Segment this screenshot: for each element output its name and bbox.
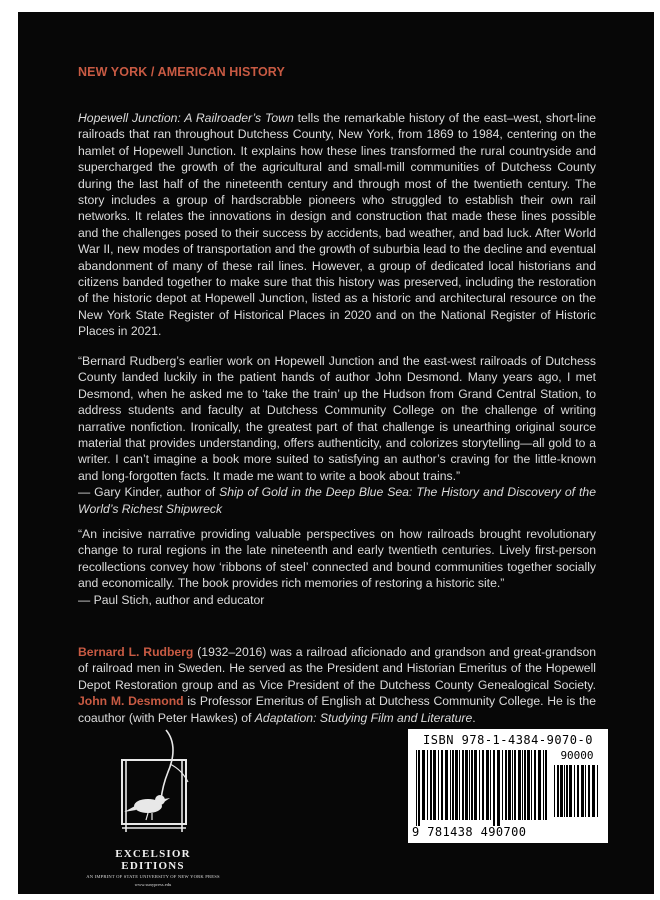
barcode-bar <box>502 750 503 820</box>
logo-line1: EXCELSIOR <box>115 848 191 860</box>
logo-imprint: AN IMPRINT OF STATE UNIVERSITY OF NEW YORK PRESS <box>86 874 220 879</box>
logo-wordmark <box>78 848 228 872</box>
barcode-bar <box>531 750 532 820</box>
barcode-bar <box>479 750 480 820</box>
barcode-bar <box>441 750 443 820</box>
barcode-bar <box>497 750 500 826</box>
barcode-bar <box>588 765 590 817</box>
barcode-bar <box>452 750 454 820</box>
barcode-bar <box>430 750 432 820</box>
barcode-bar <box>493 750 495 826</box>
barcode-bar <box>545 750 547 820</box>
barcode-bar <box>512 750 513 820</box>
attribution-prefix: — Gary Kinder, author of <box>78 485 220 500</box>
blurb-stich <box>78 526 596 608</box>
isbn-barcode <box>408 729 608 843</box>
isbn-text: ISBN 978-1-4384-9070-0 <box>423 733 593 747</box>
barcode-bar <box>459 750 460 820</box>
ean-barcode-bars <box>414 750 548 826</box>
author1-bio: (1932–2016) was a railroad aficionado and grandson and great-grandson of railroad men in Sweden. He served as the President and Historian Emeritus of the Hopewell Depot Restoration group and as Vice President of the Dutchess County Genealogical Society. <box>78 645 596 692</box>
barcode-bar <box>577 765 579 817</box>
barcode-bar <box>427 750 428 820</box>
book-title: Hopewell Junction: A Railroader’s Town <box>78 111 294 125</box>
back-cover <box>18 12 654 894</box>
barcode-bar <box>585 765 586 817</box>
barcode-bar <box>471 750 473 820</box>
barcode-bar <box>455 750 458 820</box>
barcode-bar <box>490 750 491 820</box>
barcode-bar <box>418 750 420 826</box>
barcode-bar <box>438 750 439 820</box>
barcode-bar <box>597 765 598 817</box>
barcode-bar <box>445 750 448 820</box>
barcode-bar <box>543 750 544 820</box>
barcode-bar <box>518 750 521 820</box>
blurb-stich-attribution: — Paul Stich, author and educator <box>78 592 265 607</box>
barcode-bar <box>508 750 511 820</box>
attribution-book: Ship of Gold in the Deep Blue Sea: The History and Discovery of the World’s Richest Shipwreck <box>78 485 596 516</box>
barcode-bar <box>433 750 436 820</box>
barcode-bar <box>564 765 565 817</box>
barcode-bar <box>581 765 584 817</box>
author-bios <box>78 644 596 726</box>
barcode-bar <box>592 765 595 817</box>
barcode-bar <box>557 765 559 817</box>
blurb-kinder <box>78 353 596 517</box>
coauthored-book: Adaptation: Studying Film and Literature <box>254 710 473 725</box>
barcode-bar <box>514 750 516 820</box>
blurb-stich-text: “An incisive narrative providing valuable perspectives on how railroads brought revolutionary change to rural regions in the late nineteenth and early twentieth centuries. Lively first-person recollections convey how ‘ribbons of steel’ connected and bound communities together socially and economically. The book provides rich memories of restoring a historic site.” <box>78 527 596 591</box>
logo-url: www.sunypress.edu <box>134 882 172 887</box>
barcode-bar <box>524 750 526 820</box>
publisher-logo <box>78 724 228 887</box>
author2-name: John M. Desmond <box>78 694 184 709</box>
barcode-bar <box>465 750 468 820</box>
author1-name: Bernard L. Rudberg <box>78 645 194 659</box>
bio-end: . <box>472 710 476 725</box>
barcode-bar <box>534 750 536 820</box>
barcode-bar <box>569 765 572 817</box>
addon-barcode-bars <box>552 765 602 823</box>
barcode-bar <box>462 750 464 820</box>
category-label: NEW YORK / AMERICAN HISTORY <box>78 65 285 79</box>
barcode-bar <box>482 750 484 820</box>
blurb-kinder-text: “Bernard Rudberg’s earlier work on Hopewell Junction and the east-west railroads of Dutchess County landed luckily in the patient hands of author John Desmond. Many years ago, I met Desmond, when he asked me to ‘take the train’ up the Hudson from Grand Central Station, to address students and faculty at Dutchess Community College on the challenge of writing narrative nonfiction. Ironically, the greatest part of that challenge is unearthing original source material that provides understanding, offers authenticity, and colorizes storytelling—all gold to a writer. I can’t imagine a book more suited to satisfying an author’s craving for the little-known and long-forgotten facts. It made me want to write a book about trains.” <box>78 354 596 483</box>
barcode-bar <box>505 750 507 820</box>
barcode-bar <box>554 765 555 817</box>
ean-number: 9 781438 490700 <box>412 825 527 839</box>
barcode-bar <box>416 750 417 826</box>
description-body: tells the remarkable history of the east–west, short-line railroads that ran throughout Dutchess County, New York, from 1869 to 1984, centering on the hamlet of Hopewell Junction. It explains how these lines transformed the rural countryside and supercharged the growth of the agricultural and small-mill communities of Dutchess County during the last half of the nineteenth century and through most of the twentieth century. The story includes a group of hardscrabble pioneers who struggled to establish their own rail networks. It relates the innovations in design and construction that made these lines possible and the challenges posed to their success by accidents, bad weather, and bad luck. After World War II, new modes of transportation and the growth of suburbia lead to the decline and eventual abandonment of many of these rail lines. However, a group of dedicated local historians and citizens banded together to make sure that this history was preserved, including the restoration of the historic depot at Hopewell Junction, listed as a historic and architectural resource on the New York State Register of Historical Places in 2020 and on the National Register of Historic Places in 2021. <box>78 111 596 339</box>
barcode-bar <box>486 750 489 820</box>
price-addon-text: 90000 <box>560 749 594 762</box>
barcode-bar <box>450 750 451 820</box>
logo-line2: EDITIONS <box>121 860 185 872</box>
barcode-bar <box>474 750 477 820</box>
barcode-bar <box>538 750 541 820</box>
blurb-kinder-attribution <box>78 484 596 517</box>
author2-bio: is Professor Emeritus of English at Dutchess Community College. He is the coauthor (with Peter Hawkes) of <box>78 694 596 725</box>
bird-emblem-icon <box>78 724 228 848</box>
barcode-bar <box>522 750 523 820</box>
barcode-bar <box>566 765 568 817</box>
book-description <box>78 110 596 340</box>
barcode-bar <box>527 750 530 820</box>
barcode-bar <box>560 765 563 817</box>
barcode-bar <box>469 750 470 820</box>
barcode-bar <box>574 765 575 817</box>
barcode-bar <box>422 750 425 820</box>
